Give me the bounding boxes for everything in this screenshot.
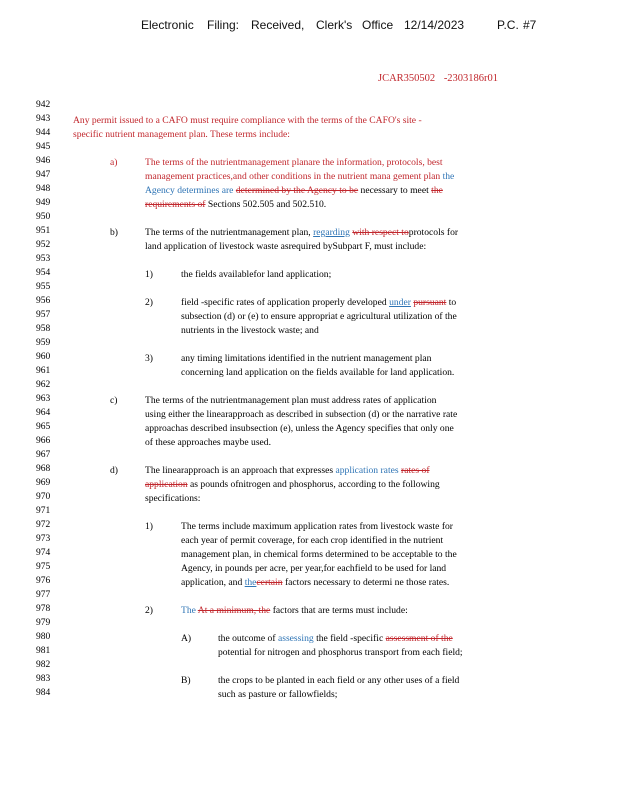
item-b-line1-end: protocols for: [408, 227, 459, 238]
line-number: 966: [36, 436, 51, 446]
line-number: 979: [36, 618, 51, 628]
line-number: 963: [36, 394, 51, 404]
item-a-line4: [145, 198, 326, 212]
line-number: 958: [36, 324, 51, 334]
item-a-line3: [145, 184, 443, 198]
item-a-deleted-requirements: requirements of: [145, 199, 206, 210]
item-b-line1: [145, 226, 458, 240]
item-a-line3-text: necessary to meet: [360, 185, 429, 196]
line-number: 947: [36, 170, 51, 180]
item-d1-line5: [181, 576, 449, 590]
item-c-label: c): [110, 395, 118, 406]
header-office: Office: [362, 18, 394, 32]
item-d-line1-text: The linearapproach is an approach that expresses: [145, 465, 334, 476]
item-b-deleted-with-respect: with respect to: [352, 227, 409, 238]
line-number: 967: [36, 450, 51, 460]
line-number: 960: [36, 352, 51, 362]
line-number: 959: [36, 338, 51, 348]
item-d-line2-text: as pounds ofnitrogen and phosphorus, according to the following: [190, 479, 440, 490]
line-number: 964: [36, 408, 51, 418]
item-d1-line5-text: application, and: [181, 577, 243, 588]
line-number: 975: [36, 562, 51, 572]
item-B-label: B): [181, 675, 191, 686]
item-b-insert-regarding: regarding: [313, 227, 350, 238]
item-d1-line3: management plan, in chemical forms determined to be acceptable to the: [181, 549, 457, 560]
line-number: 957: [36, 310, 51, 320]
item-b-line2: land application of livestock waste asrequired bySubpart F, must include:: [145, 241, 427, 252]
line-number: 981: [36, 646, 51, 656]
header-pc: P.C.: [497, 18, 519, 32]
line-number: 942: [36, 100, 51, 110]
line-number: 983: [36, 674, 51, 684]
item-b1-text: the fields availablefor land application;: [181, 269, 332, 280]
item-c-line1: The terms of the nutrientmanagement plan must address rates of application: [145, 395, 437, 406]
paragraph-intro-line1: Any permit issued to a CAFO must require compliance with the terms of the CAFO's site -: [73, 115, 422, 126]
item-A-line1-mid: the field -specific: [316, 633, 384, 644]
item-d1-line5-end: factors necessary to determi ne those rates.: [284, 577, 450, 588]
item-b2-line2: subsection (d) or (e) to ensure appropriat e agricultural utilization of the: [181, 311, 457, 322]
item-b-label: b): [110, 227, 118, 238]
item-d-deleted-application: application: [145, 479, 188, 490]
item-b-line1-text: The terms of the nutrientmanagement plan,: [145, 227, 311, 238]
header-filing: Filing:: [207, 18, 240, 32]
item-A-line1: [218, 632, 453, 646]
line-number: 961: [36, 366, 51, 376]
line-number: 955: [36, 282, 51, 292]
item-B-line1: the crops to be planted in each field or any other uses of a field: [218, 675, 460, 686]
item-b1-label: 1): [145, 269, 153, 280]
item-d1-line1: The terms include maximum application rates from livestock waste for: [181, 521, 454, 532]
item-B-line2: such as pasture or fallowfields;: [218, 689, 338, 700]
line-number: 978: [36, 604, 51, 614]
item-b3-label: 3): [145, 353, 153, 364]
line-number: 946: [36, 156, 51, 166]
item-d-insert-application-rates: application rates: [335, 465, 399, 476]
item-c-line3: approachas described insubsection (e), unless the Agency specifies that only one: [145, 423, 454, 434]
line-number: 949: [36, 198, 51, 208]
item-a-line2-text: management practices,and other conditions in the nutrient mana gement plan: [145, 171, 441, 182]
line-number: 945: [36, 142, 51, 152]
line-number: 969: [36, 478, 51, 488]
item-b2-deleted-pursuant: pursuant: [413, 297, 447, 308]
item-d-label: d): [110, 465, 118, 476]
line-number: 982: [36, 660, 51, 670]
document-id-part1: JCAR350502: [378, 73, 436, 84]
item-d1-label: 1): [145, 521, 153, 532]
item-d-deleted-rates-of: rates of: [401, 465, 430, 476]
item-a-label: a): [110, 157, 118, 168]
item-b2-line1: [181, 296, 456, 310]
line-number: 977: [36, 590, 51, 600]
line-number: 948: [36, 184, 51, 194]
header-clerks: Clerk's: [316, 18, 353, 32]
item-a-sections: Sections 502.505 and 502.510.: [207, 199, 327, 210]
item-b3-line1: any timing limitations identified in the nutrient management plan: [181, 353, 432, 364]
item-A-line1-text: the outcome of: [218, 633, 276, 644]
line-number: 943: [36, 114, 51, 124]
item-d1-line4: Agency, in pounds per acre, per year,for eachfield to be used for land: [181, 563, 447, 574]
item-d-line1: [145, 464, 430, 478]
item-b3-line2: concerning land application on the fields available for land application.: [181, 367, 455, 378]
line-number: 971: [36, 506, 51, 516]
line-number: 984: [36, 688, 51, 698]
item-A-deleted-assessment: assessment of the: [385, 633, 453, 644]
line-number: 973: [36, 534, 51, 544]
line-number: 952: [36, 240, 51, 250]
item-A-line2: potential for nitrogen and phosphorus transport from each field;: [218, 647, 463, 658]
line-number: 965: [36, 422, 51, 432]
item-d2-insert-the: The: [181, 605, 196, 616]
item-b2-line1-end: to: [448, 297, 457, 308]
line-number: 944: [36, 128, 51, 138]
paragraph-intro-line2: specific nutrient management plan. These terms include:: [73, 129, 290, 140]
item-d2-label: 2): [145, 605, 153, 616]
header-pc-number: #7: [523, 18, 537, 32]
item-d-line3: specifications:: [145, 493, 201, 504]
item-A-label: A): [181, 633, 192, 644]
line-number: 953: [36, 254, 51, 264]
line-number: 980: [36, 632, 51, 642]
line-number: 954: [36, 268, 51, 278]
header-date: 12/14/2023: [404, 18, 465, 32]
item-d-line2: [145, 478, 440, 492]
line-number: 970: [36, 492, 51, 502]
line-number: 972: [36, 520, 51, 530]
document-id: [378, 73, 498, 84]
line-number: 968: [36, 464, 51, 474]
item-a-line1: The terms of the nutrientmanagement planare the information, protocols, best: [145, 157, 443, 168]
item-b2-line3: nutrients in the livestock waste; and: [181, 325, 319, 336]
item-d2-deleted-at-a-minimum: At a minimum, the: [197, 605, 271, 616]
line-number: 976: [36, 576, 51, 586]
item-b2-label: 2): [145, 297, 153, 308]
header-electronic: Electronic: [141, 18, 194, 32]
item-d1-line2: each year of permit coverage, for each crop identified in the nutrient: [181, 535, 444, 546]
item-a-line2-insert: the: [442, 171, 455, 182]
item-d1-insert-the: the: [244, 577, 257, 588]
item-d1-deleted-certain: certain: [256, 577, 283, 588]
item-b2-line1-text: field -specific rates of application properly developed: [181, 297, 387, 308]
line-number: 950: [36, 212, 51, 222]
item-c-line4: of these approaches maybe used.: [145, 437, 272, 448]
item-c-line2: using either the linearapproach as described in subsection (d) or the narrative rate: [145, 409, 458, 420]
line-number: 962: [36, 380, 51, 390]
item-a-deleted-text: determined by the Agency to be: [235, 185, 359, 196]
line-number: 956: [36, 296, 51, 306]
item-A-insert-assessing: assessing: [277, 633, 314, 644]
document-id-part2: -2303186r01: [443, 73, 499, 84]
header-received: Received,: [251, 18, 305, 32]
item-d2-line1: [181, 604, 408, 618]
item-d2-line1-text: factors that are terms must include:: [272, 605, 408, 616]
item-b2-insert-under: under: [389, 297, 411, 308]
line-number: 951: [36, 226, 51, 236]
item-a-deleted-the: the: [431, 185, 443, 196]
item-a-line2: [145, 170, 454, 184]
line-number: 974: [36, 548, 51, 558]
item-a-insert-agency: Agency determines are: [145, 185, 234, 196]
